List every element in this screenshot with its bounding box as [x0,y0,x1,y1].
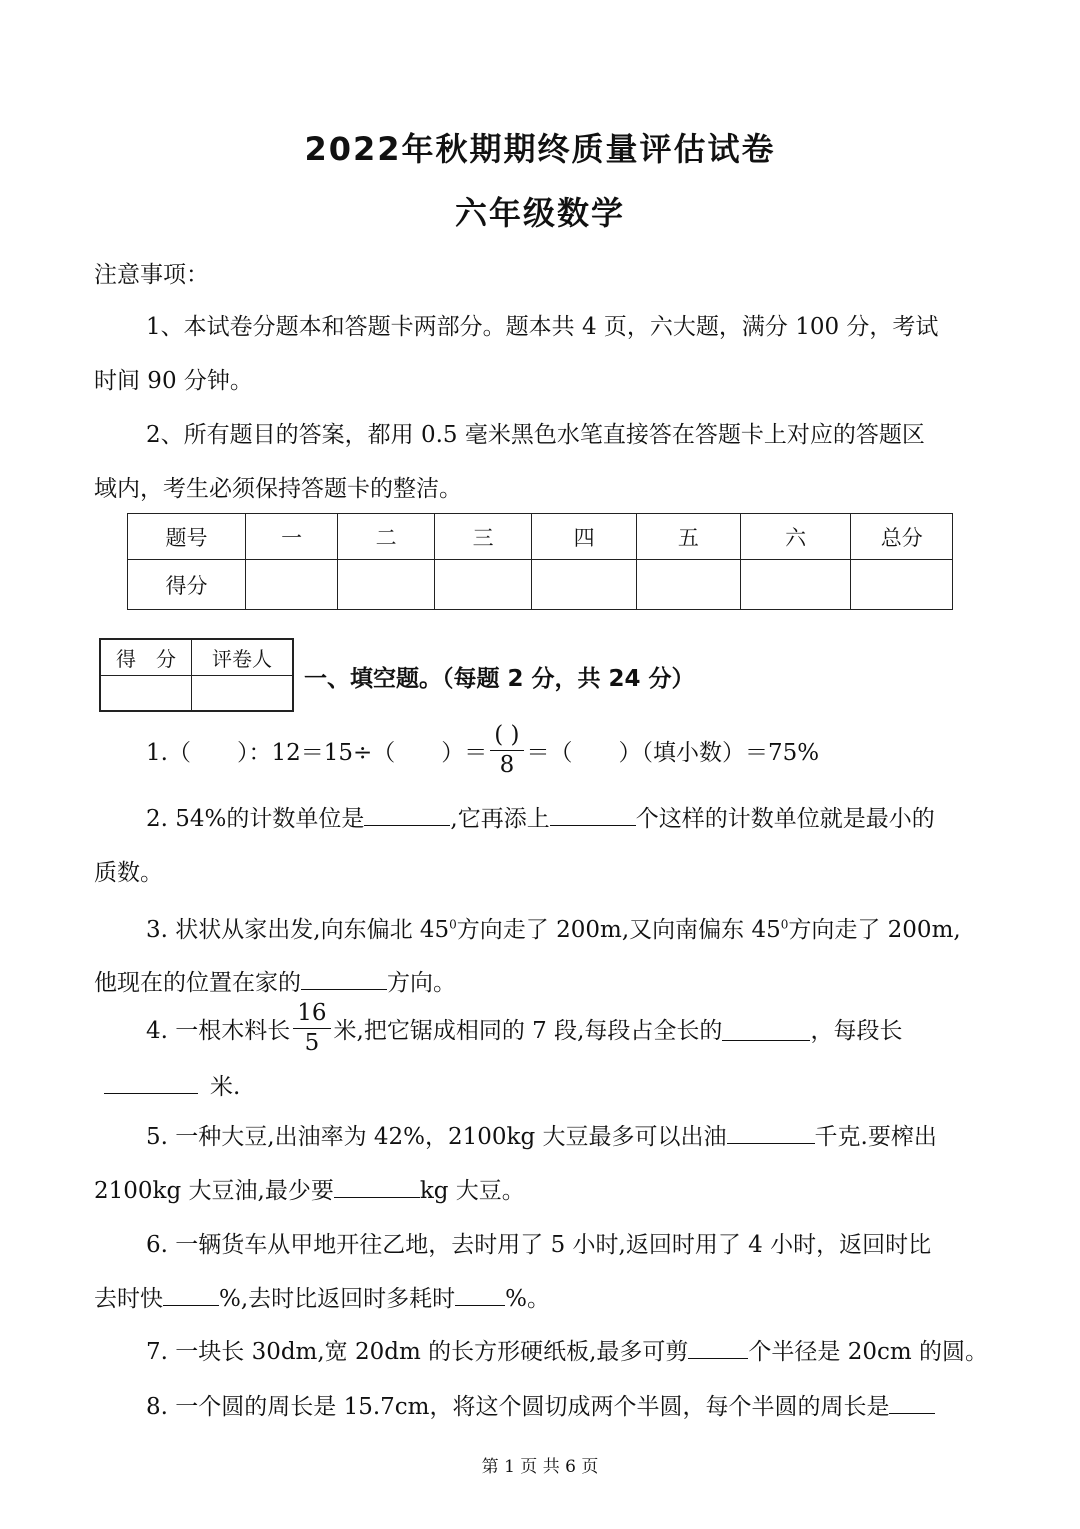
question-2-line-1 [146,800,935,833]
question-4-fraction-denominator: 5 [304,1029,320,1056]
degree-mark: 0 [449,917,457,932]
answer-blank[interactable] [334,1173,420,1198]
score-cell [740,560,851,610]
answer-blank[interactable] [722,1015,810,1040]
question-3-text-b: 方向走了 200m,又向南偏东 45 [456,917,781,943]
score-table-header-cell: 五 [636,514,740,560]
answer-blank[interactable] [550,801,636,826]
question-3-text-c: 方向走了 200m, [788,917,961,943]
score-table-header-cell: 六 [740,514,851,560]
question-3-text-e: 方向。 [387,970,456,996]
answer-blank[interactable] [301,965,387,990]
grader-score-cell [100,675,192,711]
degree-mark: 0 [780,917,789,932]
question-3-text-a: 3. 状状从家出发,向东偏北 45 [146,917,450,943]
question-8-text-a: 8. 一个圆的周长是 15.7cm，将这个圆切成两个半圆，每个半圆的周长是 [146,1394,890,1420]
question-4-text-c: ，每段长 [810,1017,903,1044]
grader-box-header-row [100,639,293,675]
question-4-fraction-numerator: 16 [293,1002,330,1029]
answer-blank[interactable] [104,1069,198,1094]
question-1-fraction [490,721,523,778]
page-number: 第 1 页 共 6 页 [481,1457,599,1477]
score-cell [435,560,532,610]
note-1-line-1: 1、本试卷分题本和答题卡两部分。题本共 4 页，六大题，满分 100 分，考试 [146,314,939,340]
answer-blank[interactable] [455,1281,505,1306]
note-2-line-2: 域内，考生必须保持答题卡的整洁。 [94,476,462,502]
question-7-text-a: 7. 一块长 30dm,宽 20dm 的长方形硬纸板,最多可剪 [146,1339,689,1365]
score-table-header-cell: 题号 [128,514,246,560]
question-6-text-c: %,去时比返回时多耗时 [219,1286,456,1312]
question-6-text-d: %。 [505,1286,551,1312]
question-8 [146,1388,935,1421]
question-1-text-b: ＝（ ）（填小数）＝75% [526,739,820,766]
question-5-line-2 [94,1172,525,1205]
question-1-fraction-numerator: ( ) [490,724,523,751]
question-1 [146,720,819,780]
note-2-line-1: 2、所有题目的答案，都用 0.5 毫米黑色水笔直接答在答题卡上对应的答题区 [146,422,925,448]
score-table-header-cell: 四 [532,514,637,560]
question-2-text-a: 2. 54%的计数单位是 [146,806,365,832]
question-6-line-1: 6. 一辆货车从甲地开往乙地，去时用了 5 小时,返回时用了 4 小时，返回时比 [146,1232,932,1258]
question-3-line-2 [94,964,456,997]
question-4-text-d: 米. [210,1074,241,1100]
score-cell [851,560,953,610]
section-1-heading: 一、填空题。（每题 2 分，共 24 分） [304,666,695,692]
score-table-header-cell: 一 [246,514,338,560]
question-5-line-1 [146,1118,937,1151]
question-3-line-1 [146,911,961,944]
question-1-fraction-denominator: 8 [499,751,515,778]
grader-score-label: 得 分 [100,639,192,675]
question-5-text-b: 千克.要榨出 [814,1124,937,1150]
question-6-line-2 [94,1280,550,1313]
score-table-row-label: 得分 [128,560,246,610]
grader-name-label: 评卷人 [192,639,294,675]
question-5-text-a: 5. 一种大豆,出油率为 42%，2100kg 大豆最多可以出油 [146,1124,727,1150]
question-1-text-a: 1.（ ）：12＝15÷（ ）＝ [146,739,488,766]
question-4-fraction [293,999,330,1056]
answer-blank[interactable] [889,1389,935,1414]
question-7-text-b: 个半径是 20cm 的圆。 [748,1339,989,1365]
question-5-text-d: kg 大豆。 [419,1178,525,1204]
score-table-header-cell: 总分 [851,514,953,560]
question-3-text-d: 他现在的位置在家的 [94,970,301,996]
answer-blank[interactable] [688,1334,748,1359]
question-5-text-c: 2100kg 大豆油,最少要 [94,1178,334,1204]
grader-box [99,638,294,712]
answer-blank[interactable] [163,1281,219,1306]
score-cell [246,560,338,610]
score-cell [636,560,740,610]
question-7 [146,1333,988,1366]
grader-name-cell [192,675,294,711]
score-table-header-cell: 三 [435,514,532,560]
question-2-line-2: 质数。 [94,860,163,886]
score-table-score-row [128,560,953,610]
score-table [127,513,953,610]
note-1-line-2: 时间 90 分钟。 [94,368,253,394]
score-cell [532,560,637,610]
score-cell [338,560,435,610]
score-table-header-cell: 二 [338,514,435,560]
question-2-text-c: 个这样的计数单位就是最小的 [635,806,935,832]
answer-blank[interactable] [364,801,450,826]
score-table-header-row [128,514,953,560]
question-4-line-2 [104,1068,240,1101]
grader-box-empty-row [100,675,293,711]
question-4-line-1 [146,998,902,1058]
question-2-text-b: ,它再添上 [450,806,550,832]
notes-heading: 注意事项： [94,262,209,288]
answer-blank[interactable] [727,1119,815,1144]
question-4-text-b: 米,把它锯成相同的 7 段,每段占全长的 [333,1017,723,1044]
exam-title: 2022年秋期期终质量评估试卷 [304,130,776,168]
exam-subtitle: 六年级数学 [454,194,625,232]
question-4-text-a: 4. 一根木料长 [146,1017,291,1044]
question-6-text-b: 去时快 [94,1286,163,1312]
